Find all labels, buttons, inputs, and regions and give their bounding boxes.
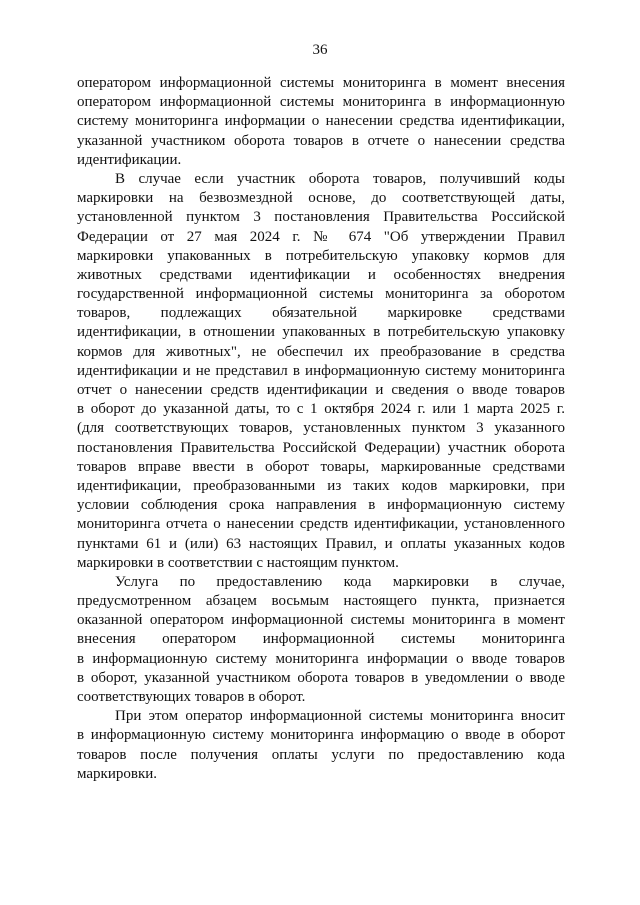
paragraph-line: постановления Правительства Российской Федерации) участник оборота: [77, 439, 565, 456]
paragraph-line: животных средствами идентификации и особенностях внедрения: [77, 266, 565, 283]
paragraph-line: установленной пунктом 3 постановления Правительства Российской: [77, 209, 565, 226]
paragraph-line: маркировки на безвозмездной основе, до соответствующей даты,: [77, 190, 565, 207]
paragraph-line: Услуга по предоставлению кода маркировки в случае,: [115, 573, 565, 590]
paragraph-line: в оборот до указанной даты, то с 1 октября 2024 г. или 1 марта 2025 г.: [77, 401, 565, 418]
paragraph-line: пунктами 61 и (или) 63 настоящих Правил, и оплаты указанных кодов: [77, 535, 565, 552]
paragraph-line: идентификации, преобразованными из таких кодов маркировки, при: [77, 477, 565, 494]
paragraph-line: маркировки упакованных в потребительскую упаковку кормов для: [77, 247, 565, 264]
paragraph: [77, 74, 565, 170]
paragraph: [77, 707, 565, 784]
paragraph-line: товаров после получения оплаты услуги по предоставлению кода: [77, 746, 565, 763]
paragraph-line: мониторинга отчета о нанесении средств идентификации, установленного: [77, 516, 565, 533]
paragraph-line: в оборот, указанной участником оборота товаров в уведомлении о вводе: [77, 669, 565, 686]
paragraph-line: товаров, подлежащих обязательной маркировке средствами: [77, 305, 565, 322]
paragraph-line: товаров вправе ввести в оборот товары, маркированные средствами: [77, 458, 565, 475]
paragraph-line: маркировки.: [77, 765, 158, 782]
paragraph-line: предусмотренном абзацем восьмым настоящего пункта, признается: [77, 593, 565, 610]
paragraph-line: отчет о нанесении средств идентификации и сведения о вводе товаров: [77, 382, 565, 398]
paragraph-line: систему мониторинга информации о нанесении средства идентификации,: [77, 113, 565, 130]
paragraph-line: В случае если участник оборота товаров, получивший коды: [115, 170, 565, 187]
paragraph-line: оператором информационной системы мониторинга в информационную: [77, 94, 565, 111]
paragraph-line: идентификации.: [77, 151, 182, 168]
paragraph-line: маркировки в соответствии с настоящим пунктом.: [77, 554, 399, 571]
paragraph: [77, 170, 565, 573]
paragraph-line: государственной информационной системы мониторинга за оборотом: [77, 286, 565, 303]
paragraph-line: указанной участником оборота товаров в отчете о нанесении средства: [77, 132, 565, 149]
paragraph-line: кормов для животных", не обеспечил их преобразование в средства: [77, 343, 565, 360]
paragraph: [77, 573, 565, 707]
paragraph-line: оператором информационной системы мониторинга в момент внесения: [77, 75, 565, 91]
paragraph-line: в информационную систему мониторинга информации о вводе товаров: [77, 650, 565, 667]
paragraph-line: внесения оператором информационной системы мониторинга: [77, 631, 565, 648]
page-number: 36: [312, 42, 328, 58]
paragraph-line: идентификации, в отношении упакованных в потребительскую упаковку: [77, 324, 565, 341]
paragraph-line: соответствующих товаров в оборот.: [77, 689, 306, 705]
paragraph-line: идентификации и не представил в информационную систему мониторинга: [77, 362, 565, 379]
paragraph-line: При этом оператор информационной системы мониторинга вносит: [115, 708, 565, 725]
paragraph-line: оказанной оператором информационной системы мониторинга в момент: [77, 612, 565, 629]
paragraph-line: (для соответствующих товаров, установленных пунктом 3 указанного: [77, 420, 565, 437]
paragraph-line: Федерации от 27 мая 2024 г. № 674 "Об утверждении Правил: [77, 228, 565, 245]
document-body: [77, 74, 565, 784]
paragraph-line: в информационную систему мониторинга информацию о вводе в оборот: [77, 727, 565, 744]
paragraph-line: условии соблюдения срока направления в информационную систему: [77, 497, 565, 514]
